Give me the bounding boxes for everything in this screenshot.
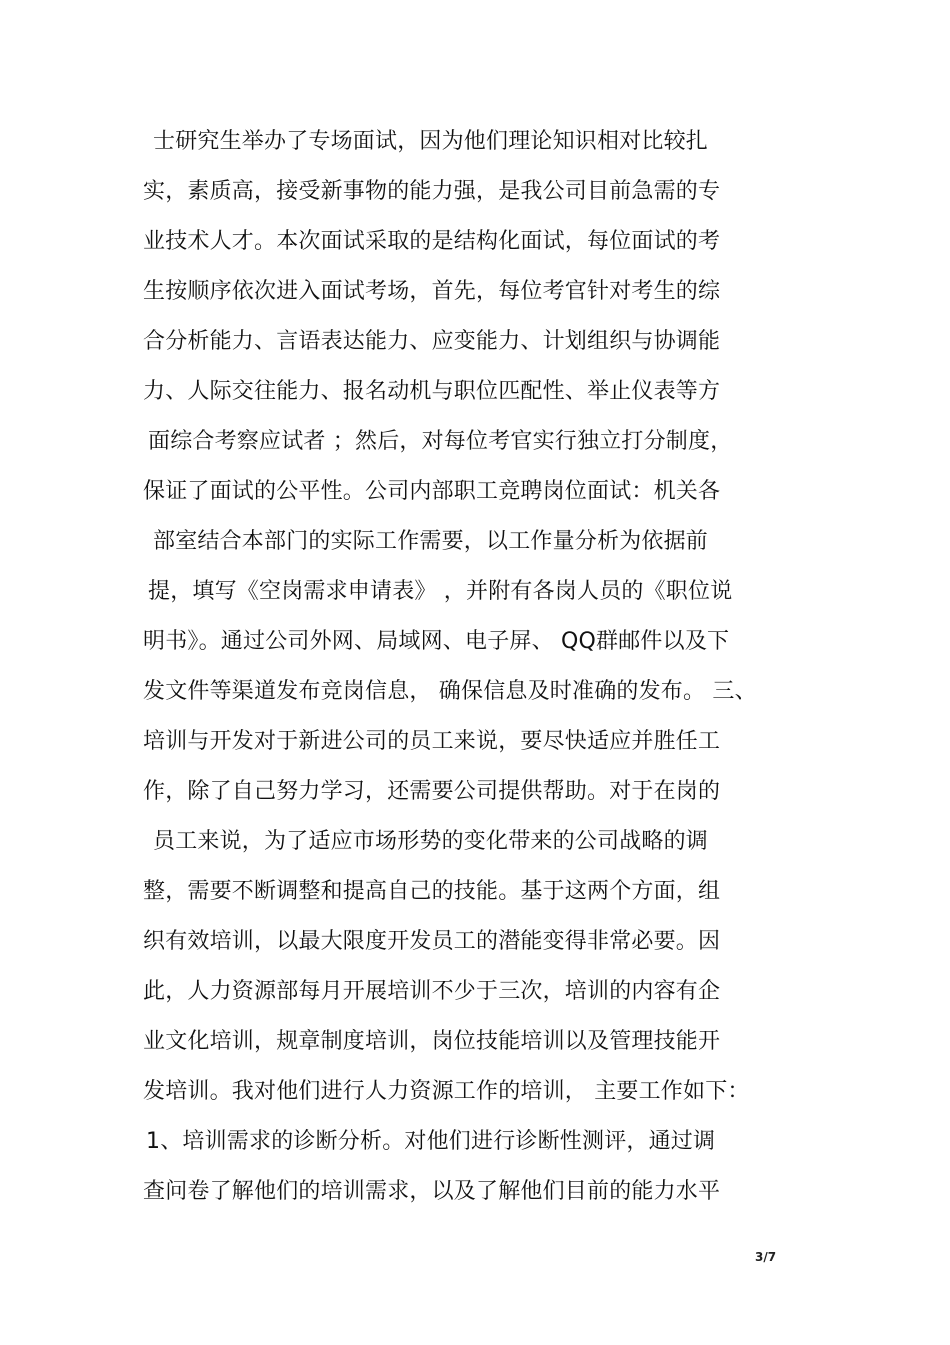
text-line: 业文化培训，规章制度培训，岗位技能培训以及管理技能开 bbox=[143, 1029, 721, 1054]
text-line: 业技术人才。本次面试采取的是结构化面试，每位面试的考 bbox=[143, 229, 721, 254]
text-line: 发培训。我对他们进行人力资源工作的培训， 主要工作如下： bbox=[143, 1079, 750, 1104]
text-line: 织有效培训，以最大限度开发员工的潜能变得非常必要。因 bbox=[143, 929, 721, 954]
text-line: 查问卷了解他们的培训需求，以及了解他们目前的能力水平 bbox=[143, 1179, 721, 1204]
text-line: 实，素质高，接受新事物的能力强，是我公司目前急需的专 bbox=[143, 179, 721, 204]
text-line: 作，除了自己努力学习，还需要公司提供帮助。对于在岗的 bbox=[143, 779, 721, 804]
text-line: 力、人际交往能力、报名动机与职位匹配性、举止仪表等方 bbox=[143, 379, 721, 404]
text-line: 培训与开发对于新进公司的员工来说，要尽快适应并胜任工 bbox=[143, 729, 721, 754]
text-line: 部室结合本部门的实际工作需要，以工作量分析为依据前 bbox=[153, 529, 709, 554]
text-line: 1、培训需求的诊断分析。对他们进行诊断性测评，通过调 bbox=[146, 1129, 716, 1154]
text-line: 发文件等渠道发布竞岗信息， 确保信息及时准确的发布。 三、 bbox=[143, 679, 757, 704]
text-line: 整，需要不断调整和提高自己的技能。基于这两个方面，组 bbox=[143, 879, 721, 904]
text-line: 保证了面试的公平性。公司内部职工竞聘岗位面试：机关各 bbox=[143, 479, 721, 504]
text-line: 士研究生举办了专场面试，因为他们理论知识相对比较扎 bbox=[153, 129, 709, 154]
text-line: 生按顺序依次进入面试考场，首先，每位考官针对考生的综 bbox=[143, 279, 721, 304]
text-line: 此，人力资源部每月开展培训不少于三次，培训的内容有企 bbox=[143, 979, 721, 1004]
text-line: 面综合考察应试者 ；然后，对每位考官实行独立打分制度， bbox=[148, 429, 733, 454]
text-line: 员工来说，为了适应市场形势的变化带来的公司战略的调 bbox=[153, 829, 709, 854]
text-line: 明书》。通过公司外网、局域网、电子屏、 QQ群邮件以及下 bbox=[143, 629, 730, 654]
text-line: 合分析能力、言语表达能力、应变能力、计划组织与协调能 bbox=[143, 329, 721, 354]
text-line: 提，填写《空岗需求申请表》 ，并附有各岗人员的《职位说 bbox=[148, 579, 733, 604]
page-number: 3/7 bbox=[755, 1250, 777, 1264]
